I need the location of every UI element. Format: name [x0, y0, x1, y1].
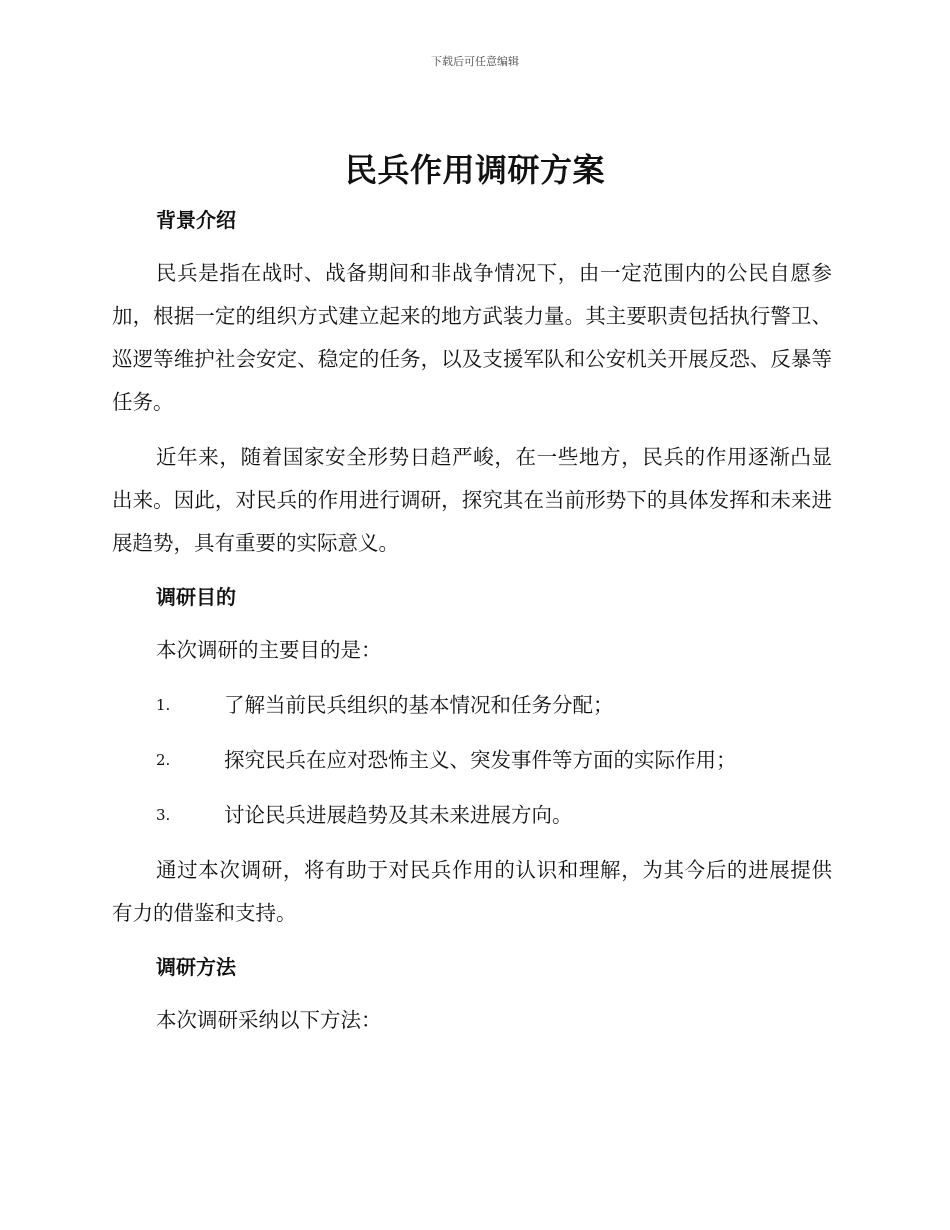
list-text: 了解当前民兵组织的基本情况和任务分配； — [224, 693, 614, 717]
list-number: 1. — [156, 696, 171, 714]
background-paragraph-2: 近年来，随着国家安全形势日趋严峻，在一些地方，民兵的作用逐渐凸显出来。因此，对民兵的作用进行调研，探究其在当前形势下的具体发挥和未来进展趋势，具有重要的实际意义。 — [112, 445, 832, 555]
purpose-intro: 本次调研的主要目的是： — [156, 638, 382, 662]
page-header-note: 下载后可任意编辑 — [431, 55, 519, 68]
document-title: 民兵作用调研方案 — [344, 151, 605, 189]
section-heading-method: 调研方法 — [156, 955, 236, 979]
section-heading-purpose: 调研目的 — [156, 585, 236, 609]
background-paragraph-1: 民兵是指在战时、战备期间和非战争情况下，由一定范围内的公民自愿参加，根据一定的组织方式建立起来的地方武装力量。其主要职责包括执行警卫、巡逻等维护社会安定、稳定的任务，以及支援军队和公安机关开展反恐、反暴等任务。 — [112, 261, 832, 414]
section-heading-background: 背景介绍 — [156, 208, 236, 232]
list-number: 3. — [156, 806, 171, 824]
purpose-list-item — [112, 739, 832, 782]
method-intro: 本次调研采纳以下方法： — [156, 1008, 382, 1032]
document-body — [112, 200, 832, 1042]
purpose-list-item — [112, 684, 832, 727]
list-number: 2. — [156, 751, 171, 769]
purpose-list-item — [112, 794, 832, 837]
list-text: 探究民兵在应对恐怖主义、突发事件等方面的实际作用； — [224, 748, 737, 772]
purpose-conclusion: 通过本次调研，将有助于对民兵作用的认识和理解，为其今后的进展提供有力的借鉴和支持。 — [112, 858, 832, 925]
list-text: 讨论民兵进展趋势及其未来进展方向。 — [224, 803, 573, 827]
